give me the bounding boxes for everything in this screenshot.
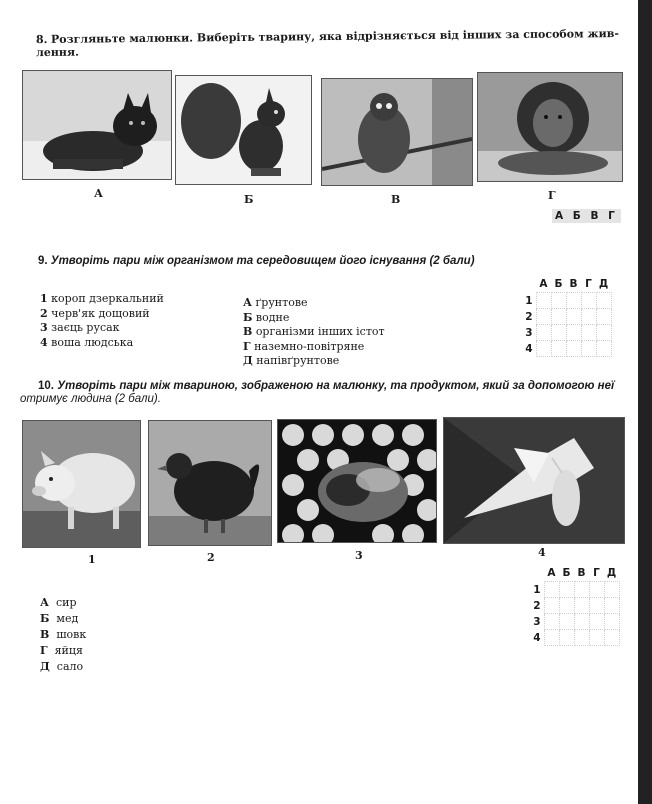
q10-text-line2: отримує людина (2 бали). (20, 393, 161, 405)
grid-cell[interactable] (551, 293, 566, 309)
grid-cell[interactable] (581, 293, 596, 309)
grid-cell[interactable] (596, 325, 611, 341)
list-item: А ґрунтове (243, 296, 308, 309)
owl-photo (321, 78, 473, 186)
grid-cell[interactable] (551, 325, 566, 341)
grid-cell[interactable] (581, 309, 596, 325)
q8-image-label-v: В (391, 193, 401, 206)
grid-cell[interactable] (536, 309, 551, 325)
q9-environments-list (243, 296, 385, 369)
q10-image-label-2: 2 (207, 551, 215, 564)
grid-cell[interactable] (596, 293, 611, 309)
wolf-photo (22, 70, 172, 180)
grid-cell[interactable] (559, 582, 574, 598)
q8-text: Розгляньте малюнки. Виберіть тварину, яка відрізняється від інших за способом жив- (50, 26, 619, 46)
grid-cell[interactable] (589, 614, 604, 630)
q8-number: 8. (35, 32, 48, 47)
grid-cell[interactable] (536, 325, 551, 341)
grid-cell[interactable] (596, 341, 611, 357)
q8-image-label-b: Б (244, 193, 254, 206)
q10-text: Утворіть пари між твариною, зображеною на малюнку, та продуктом, який за допомогою неї (57, 380, 615, 392)
list-item: Д сало (40, 660, 84, 673)
grid-cell[interactable] (566, 293, 581, 309)
list-item: Б мед (40, 612, 79, 625)
grid-cell[interactable] (589, 598, 604, 614)
grid-cell[interactable] (559, 598, 574, 614)
grid-cell[interactable] (566, 341, 581, 357)
squirrel-photo (175, 75, 312, 185)
q8-text-line2: лення. (36, 45, 79, 60)
list-item: 1 короп дзеркальний (40, 292, 164, 305)
q10-products-list (40, 595, 86, 675)
grid-cell[interactable] (559, 614, 574, 630)
list-item: Д напівґрунтове (243, 354, 340, 367)
list-item: 3 заєць русак (40, 321, 120, 334)
grid-cell[interactable] (589, 582, 604, 598)
q9-answer-grid[interactable]: А Б В Г Д 1 2 3 4 (522, 276, 612, 357)
list-item: В шовк (40, 628, 87, 641)
q10-image-label-1: 1 (88, 553, 96, 566)
grid-cell[interactable] (536, 293, 551, 309)
hen-photo (148, 420, 272, 546)
q8-answer-grid[interactable]: А Б В Г (552, 209, 621, 223)
page-edge-shadow (638, 0, 652, 804)
list-item: 4 воша людська (40, 335, 134, 349)
q10-image-label-3: 3 (355, 549, 363, 562)
q10-image-label-4: 4 (538, 546, 546, 559)
grid-cell[interactable] (596, 309, 611, 325)
grid-cell[interactable] (574, 598, 589, 614)
list-item: А сир (40, 596, 77, 609)
grid-cell[interactable] (581, 341, 596, 357)
grid-cell[interactable] (604, 630, 619, 646)
q8-image-label-g: Г (548, 189, 556, 202)
list-item: Б водне (243, 310, 290, 324)
list-item: В організми інших істот (243, 325, 385, 338)
grid-cell[interactable] (536, 341, 551, 357)
grid-cell[interactable] (574, 582, 589, 598)
q10-title (20, 380, 638, 406)
q9-number: 9. (38, 255, 48, 267)
bee-honeycomb-photo (277, 419, 437, 543)
q10-answer-grid[interactable]: А Б В Г Д 1 2 3 4 (530, 565, 620, 646)
q9-text: Утворіть пари між організмом та середовищем його існування (2 бали) (50, 255, 475, 267)
grid-cell[interactable] (589, 630, 604, 646)
grid-cell[interactable] (566, 325, 581, 341)
pig-photo (22, 420, 141, 548)
grid-cell[interactable] (544, 630, 559, 646)
grid-cell[interactable] (574, 630, 589, 646)
grid-cell[interactable] (566, 309, 581, 325)
grid-cell[interactable] (544, 598, 559, 614)
grid-cell[interactable] (544, 582, 559, 598)
list-item: 2 черв'як дощовий (40, 306, 150, 320)
grid-cell[interactable] (559, 630, 574, 646)
grid-cell[interactable] (604, 598, 619, 614)
grid-cell[interactable] (551, 341, 566, 357)
silkmoth-photo (443, 417, 625, 544)
grid-cell[interactable] (604, 582, 619, 598)
q9-organisms-list (40, 292, 164, 350)
q8-image-label-a: А (94, 187, 103, 200)
grid-cell[interactable] (581, 325, 596, 341)
list-item: Г наземно-повітряне (243, 339, 365, 353)
q10-number: 10. (38, 380, 54, 392)
q9-title (38, 255, 518, 268)
grid-cell[interactable] (574, 614, 589, 630)
list-item: Г яйця (40, 644, 83, 657)
grid-cell[interactable] (604, 614, 619, 630)
grid-cell[interactable] (551, 309, 566, 325)
lion-photo (477, 72, 623, 182)
grid-cell[interactable] (544, 614, 559, 630)
q8-title (36, 27, 626, 59)
